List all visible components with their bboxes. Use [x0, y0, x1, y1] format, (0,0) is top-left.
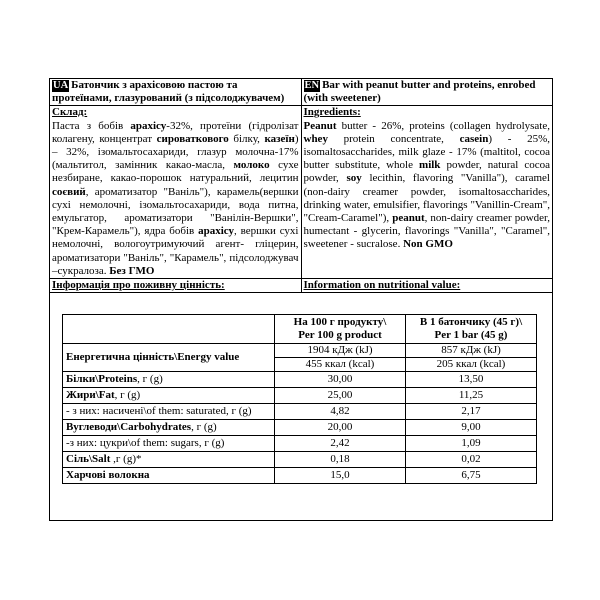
ua-fragment: арахісу: [130, 119, 167, 132]
en-fragment: powder, natural cocoa powder,: [303, 159, 550, 185]
en-fragment: butter - 26%, proteins (collagen hydrolysate,: [336, 119, 550, 132]
ua-language-tag: UA: [53, 80, 69, 91]
per-bar-header: [406, 315, 537, 344]
en-nutrition-heading: Information on nutritional value:: [303, 279, 461, 292]
energy-row: [63, 344, 537, 372]
nutrient-label-bold: Харчові волокна: [66, 469, 150, 482]
nutrition-cell: [50, 293, 553, 521]
nutrition-table: [62, 314, 537, 484]
nutrient-label: [63, 420, 275, 436]
energy-label: Енергетична цінність\Energy value: [63, 344, 275, 372]
per-bar-header-en: Per 1 bar (45 g): [434, 329, 508, 342]
nutrient-label-rest: ,г (g)*: [110, 453, 142, 466]
en-language-tag: EN: [304, 80, 320, 91]
nutrient-label-bold: Жири\Fat: [66, 389, 115, 402]
per-bar-header-ua: В 1 батончику (45 г)\: [419, 316, 523, 329]
en-fragment: , non-dairy creamer powder, humectant - glycerin, flavorings "Vanilla", "Caramel", sweetener - sucralose.: [303, 212, 550, 251]
nutrient-label-rest: , г (g): [191, 421, 217, 434]
nutrient-value-100g: 0,18: [275, 452, 406, 468]
nutrient-label: [63, 436, 275, 452]
ua-product-title: Батончик з арахісовою пастою та протеїнами, глазурований (з підсолоджувачем): [52, 79, 285, 105]
nutrient-value-bar: 13,50: [406, 372, 537, 388]
nutrient-label-bold: Білки\Proteins: [66, 373, 138, 386]
nutrition-row: [63, 420, 537, 436]
ua-ingredients-cell: [50, 106, 302, 279]
en-ingredients-text: [304, 120, 551, 252]
nutrient-value-100g: 15,0: [275, 468, 406, 484]
nutrient-label-bold: Сіль\Salt: [66, 453, 111, 466]
nutrition-header-row: [63, 315, 537, 344]
nutrient-label-rest: , г (g): [114, 389, 141, 402]
nutrient-value-bar: 0,02: [406, 452, 537, 468]
nutrient-label-rest: -з них: цукри\of them: sugars, г (g): [66, 437, 225, 450]
ua-fragment: соєвий: [52, 185, 86, 198]
en-product-title: Bar with peanut butter and proteins, enrobed (with sweetener): [303, 79, 536, 105]
nutrient-value-bar: 9,00: [406, 420, 537, 436]
nutrient-value-100g: 30,00: [275, 372, 406, 388]
ua-fragment: молоко: [233, 159, 270, 172]
ua-fragment: арахісу: [198, 225, 235, 238]
en-fragment: whey: [303, 132, 328, 145]
en-fragment: Peanut: [303, 119, 337, 132]
nutrient-value-100g: 20,00: [275, 420, 406, 436]
ua-nutrition-heading: Інформація про поживну цінність:: [52, 279, 225, 292]
product-label-table: [49, 78, 553, 521]
ua-fragment: -32%, протеїни (гідролізат колагену, концентрат: [52, 119, 299, 145]
ua-ingredients-label: Склад:: [52, 106, 88, 119]
en-fragment: Non GMO: [403, 238, 453, 251]
ua-fragment: сироваткового: [156, 132, 229, 145]
nutrient-value-bar: 2,17: [406, 404, 537, 420]
nutrient-label: [63, 452, 275, 468]
ua-fragment: , ароматизатор "Ваніль"), карамель(вершки сухі немолочні, ізомальтосахариди, вода питна, емульгатор, ароматизатори "Ванілін-Вершки", "Крем-Карамель"), ядра бобів: [52, 185, 299, 238]
energy-kj-100g: 1904 кДж (kJ): [275, 344, 405, 358]
nutrient-value-bar: 11,25: [406, 388, 537, 404]
ua-fragment: ) – 32%, ізомальтосахариди, глазур молочна-17% (мальтитол, замінник какао-масла,: [52, 132, 299, 172]
nutrient-value-bar: 1,09: [406, 436, 537, 452]
per-100g-header-en: Per 100 g product: [298, 329, 382, 342]
en-ingredients-label: Ingredients:: [303, 106, 361, 119]
nutrient-label-rest: - з них: насичені\of them: saturated, г (g): [66, 405, 252, 418]
nutrient-value-100g: 25,00: [275, 388, 406, 404]
ua-nutrition-heading-cell: [50, 279, 302, 293]
energy-kcal-bar: 205 ккал (kcal): [436, 358, 506, 371]
en-title-cell: [301, 79, 553, 106]
nutrition-row: [63, 436, 537, 452]
nutrition-row: [63, 404, 537, 420]
en-fragment: lecithin, flavoring "Vanilla"), caramel (non-dairy creamer powder, isomaltosaccharides, drinking water, emulsifier, flavorings "Vanillin-Cream", "Cream-Caramel"),: [303, 172, 550, 225]
per-100g-header-ua: На 100 г продукту\: [293, 316, 387, 329]
energy-kcal-100g: 455 ккал (kcal): [305, 358, 375, 371]
ua-title-cell: [50, 79, 302, 106]
ua-fragment: Без ГМО: [109, 264, 155, 277]
nutrient-label: [63, 404, 275, 420]
en-nutrition-heading-cell: [301, 279, 553, 293]
nutrient-label: [63, 388, 275, 404]
energy-bar: [406, 344, 537, 372]
nutrient-label: [63, 468, 275, 484]
ua-fragment: , вершки сухі немолочні, вологоутримуючий агент- гліцерин, ароматизатори "Ваніль", "Карамель", підсолоджувач –сукралоза.: [52, 225, 299, 277]
ua-fragment: сухе незбиране, какао-порошок натуральний, лецитин: [52, 159, 299, 185]
nutrition-row: [63, 452, 537, 468]
nutrition-row: [63, 388, 537, 404]
nutrition-rows: [63, 372, 537, 484]
en-ingredients-cell: [301, 106, 553, 279]
en-fragment: ) - 25%, isomaltosaccharides, milk glaze - 17% (maltitol, cocoa butter substitute, whole: [303, 132, 550, 172]
ua-fragment: Паста з бобів: [52, 119, 131, 132]
nutrient-label: [63, 372, 275, 388]
nutrition-row: [63, 468, 537, 484]
en-fragment: soy: [346, 172, 362, 185]
nutrient-value-bar: 6,75: [406, 468, 537, 484]
per-100g-header: [275, 315, 406, 344]
nutrient-label-rest: , г (g): [137, 373, 163, 386]
en-fragment: milk: [419, 159, 441, 172]
en-fragment: protein concentrate,: [327, 132, 460, 145]
nutrient-label-bold: Вуглеводи\Carbohydrates: [66, 421, 192, 434]
ua-fragment: білку,: [228, 132, 265, 145]
en-fragment: casein: [459, 132, 489, 145]
ua-ingredients-text: [52, 120, 299, 278]
nutrition-header-empty: [63, 315, 275, 344]
nutrient-value-100g: 2,42: [275, 436, 406, 452]
energy-kj-bar: 857 кДж (kJ): [406, 344, 536, 358]
ua-fragment: казеїн: [264, 132, 295, 145]
nutrient-value-100g: 4,82: [275, 404, 406, 420]
nutrition-row: [63, 372, 537, 388]
energy-100g: [275, 344, 406, 372]
en-fragment: peanut: [392, 212, 425, 225]
